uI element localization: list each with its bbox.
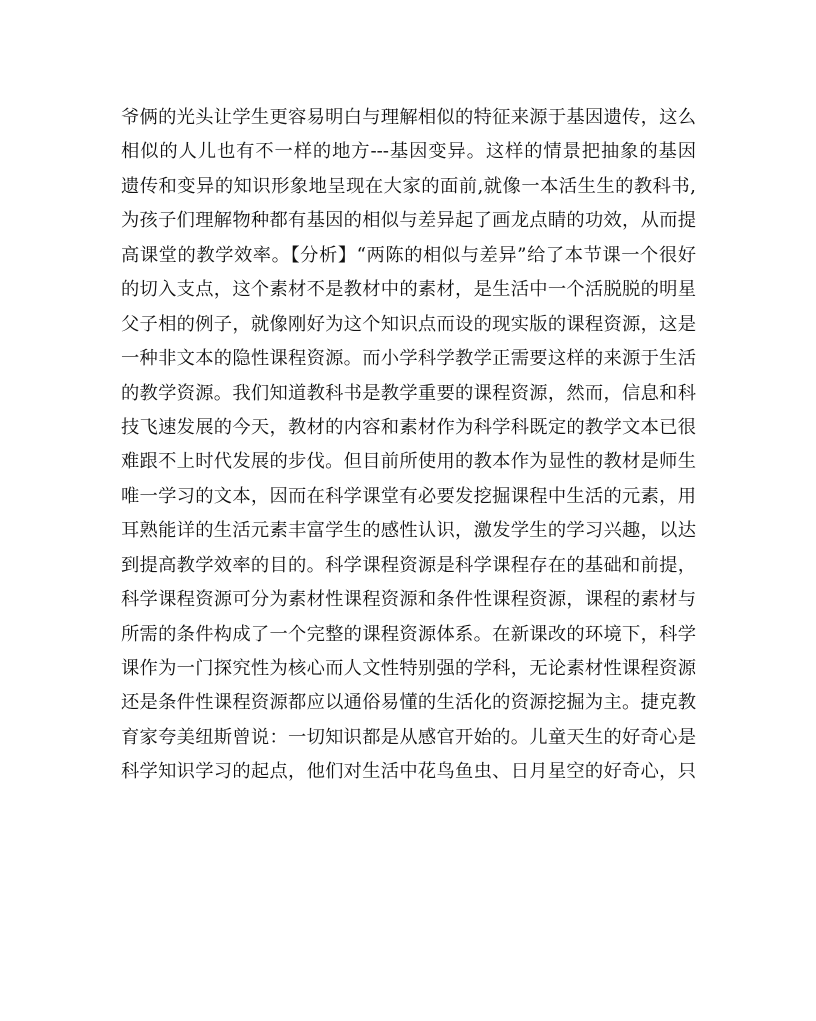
- text-line: 爷俩的光头让学生更容易明白与理解相似的特征来源于基因遗传，这么: [121, 107, 696, 128]
- text-line: 科学课程资源可分为素材性课程资源和条件性课程资源，课程的素材与: [121, 589, 696, 611]
- text-line: 还是条件性课程资源都应以通俗易懂的生活化的资源挖掘为主。捷克教: [121, 692, 696, 714]
- text-line: 难跟不上时代发展的步伐。但目前所使用的教本作为显性的教材是师生: [121, 451, 696, 473]
- text-line: 课作为一门探究性为核心而人文性特别强的学科，无论素材性课程资源: [121, 658, 696, 679]
- text-line: 唯一学习的文本，因而在科学课堂有必要发挖掘课程中生活的元素，用: [121, 485, 696, 507]
- text-line: 一种非文本的隐性课程资源。而小学科学教学正需要这样的来源于生活: [121, 348, 696, 370]
- text-line: 育家夸美纽斯曾说：一切知识都是从感官开始的。儿童天生的好奇心是: [121, 726, 696, 748]
- text-line: 高课堂的教学效率。【分析】“两陈的相似与差异”给了本节课一个很好: [121, 244, 696, 266]
- text-line: 所需的条件构成了一个完整的课程资源体系。在新课改的环境下，科学: [121, 623, 696, 645]
- body-text: [121, 101, 696, 790]
- text-line: 的教学资源。我们知道教科书是教学重要的课程资源，然而，信息和科: [121, 382, 696, 404]
- text-line: 技飞速发展的今天，教材的内容和素材作为科学科既定的教学文本已很: [121, 416, 696, 438]
- text-line: 耳熟能详的生活元素丰富学生的感性认识，激发学生的学习兴趣，以达: [121, 520, 696, 542]
- text-line: 的切入支点，这个素材不是教材中的素材，是生活中一个活脱脱的明星: [121, 279, 696, 301]
- text-line: 科学知识学习的起点，他们对生活中花鸟鱼虫、日月星空的好奇心，只: [121, 761, 696, 783]
- text-line: 父子相的例子，就像刚好为这个知识点而设的现实版的课程资源，这是: [121, 313, 696, 335]
- text-line: 为孩子们理解物种都有基因的相似与差异起了画龙点睛的功效，从而提: [121, 210, 696, 232]
- text-line: 相似的人儿也有不一样的地方---基因变异。这样的情景把抽象的基因: [121, 141, 696, 163]
- text-line: 遗传和变异的知识形象地呈现在大家的面前,就像一本活生生的教科书,: [121, 175, 696, 197]
- text-line: 到提高教学效率的目的。科学课程资源是科学课程存在的基础和前提，: [121, 554, 696, 576]
